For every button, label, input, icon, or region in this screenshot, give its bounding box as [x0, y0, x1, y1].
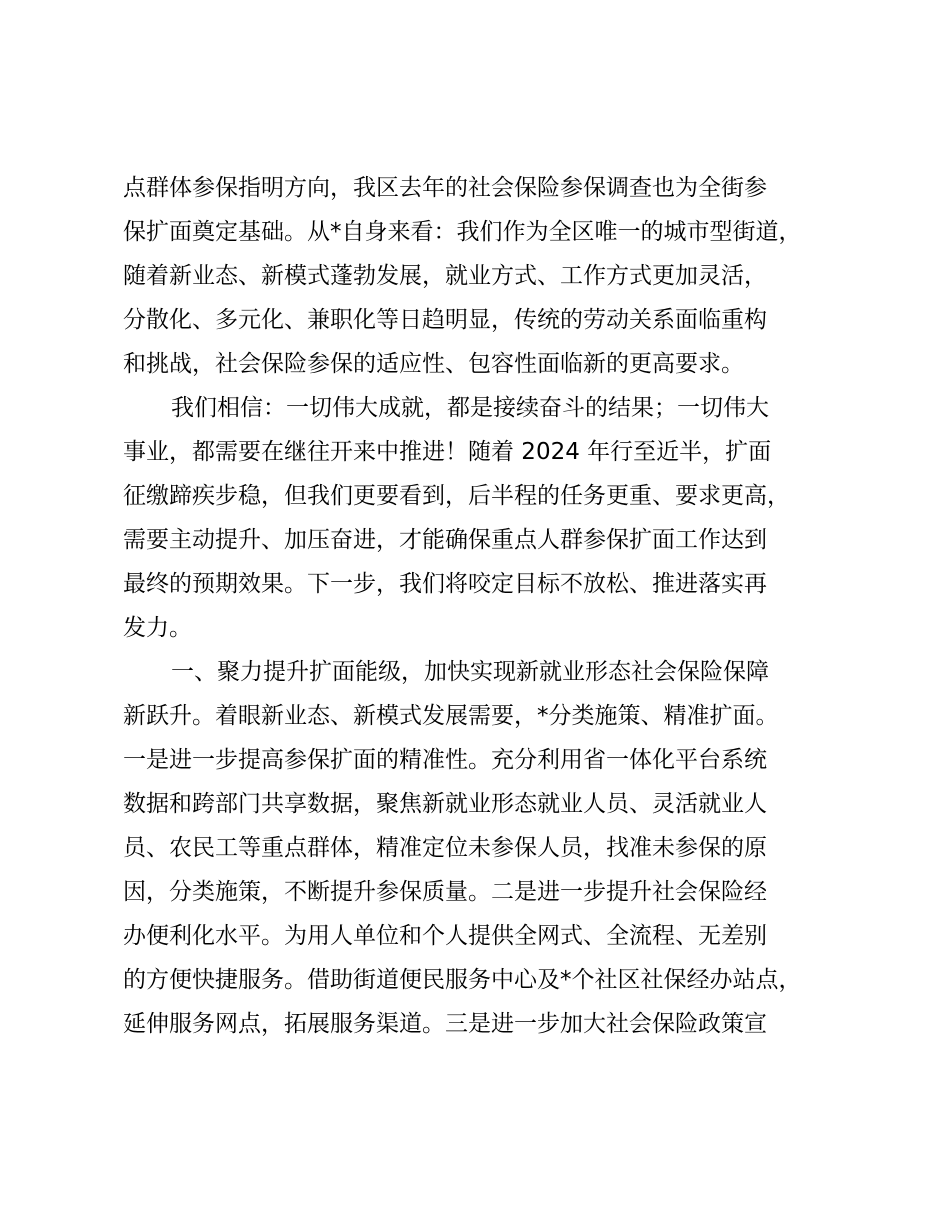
text-line: 延伸服务网点，拓展服务渠道。三是进一步加大社会保险政策宣 — [123, 1011, 767, 1037]
text-line: 和挑战，社会保险参保的适应性、包容性面临新的更高要求。 — [123, 351, 744, 377]
text-line: 的方便快捷服务。借助街道便民服务中心及*个社区社保经办站点， — [123, 967, 802, 993]
text-line: 保扩面奠定基础。从*自身来看：我们作为全区唯一的城市型街道， — [123, 219, 802, 245]
text-line: 数据和跨部门共享数据，聚焦新就业形态就业人员、灵活就业人 — [123, 791, 767, 817]
text-line: 最终的预期效果。下一步，我们将咬定目标不放松、推进落实再 — [123, 571, 767, 597]
text-line: 因，分类施策，不断提升参保质量。二是进一步提升社会保险经 — [123, 879, 767, 905]
paragraph-first-line: 我们相信：一切伟大成就，都是接续奋斗的结果；一切伟大 — [171, 395, 769, 421]
text-line: 员、农民工等重点群体，精准定位未参保人员，找准未参保的原 — [123, 835, 767, 861]
text-line: 新跃升。着眼新业态、新模式发展需要，*分类施策、精准扩面。 — [123, 703, 779, 729]
document-body — [123, 166, 843, 1046]
text-line: 办便利化水平。为用人单位和个人提供全网式、全流程、无差别 — [123, 923, 767, 949]
text-line: 需要主动提升、加压奋进，才能确保重点人群参保扩面工作达到 — [123, 527, 767, 553]
text-line: 随着新业态、新模式蓬勃发展，就业方式、工作方式更加灵活， — [123, 263, 767, 289]
text-line: 点群体参保指明方向，我区去年的社会保险参保调查也为全街参 — [123, 175, 767, 201]
text-line: 发力。 — [123, 615, 192, 641]
text-line: 分散化、多元化、兼职化等日趋明显，传统的劳动关系面临重构 — [123, 307, 767, 333]
text-line: 一是进一步提高参保扩面的精准性。充分利用省一体化平台系统 — [123, 747, 767, 773]
text-line: 事业，都需要在继往开来中推进！随着 2024 年行至近半，扩面 — [123, 439, 772, 465]
section-heading-line: 一、聚力提升扩面能级，加快实现新就业形态社会保险保障 — [171, 659, 769, 685]
text-line: 征缴蹄疾步稳，但我们更要看到，后半程的任务更重、要求更高， — [123, 483, 790, 509]
